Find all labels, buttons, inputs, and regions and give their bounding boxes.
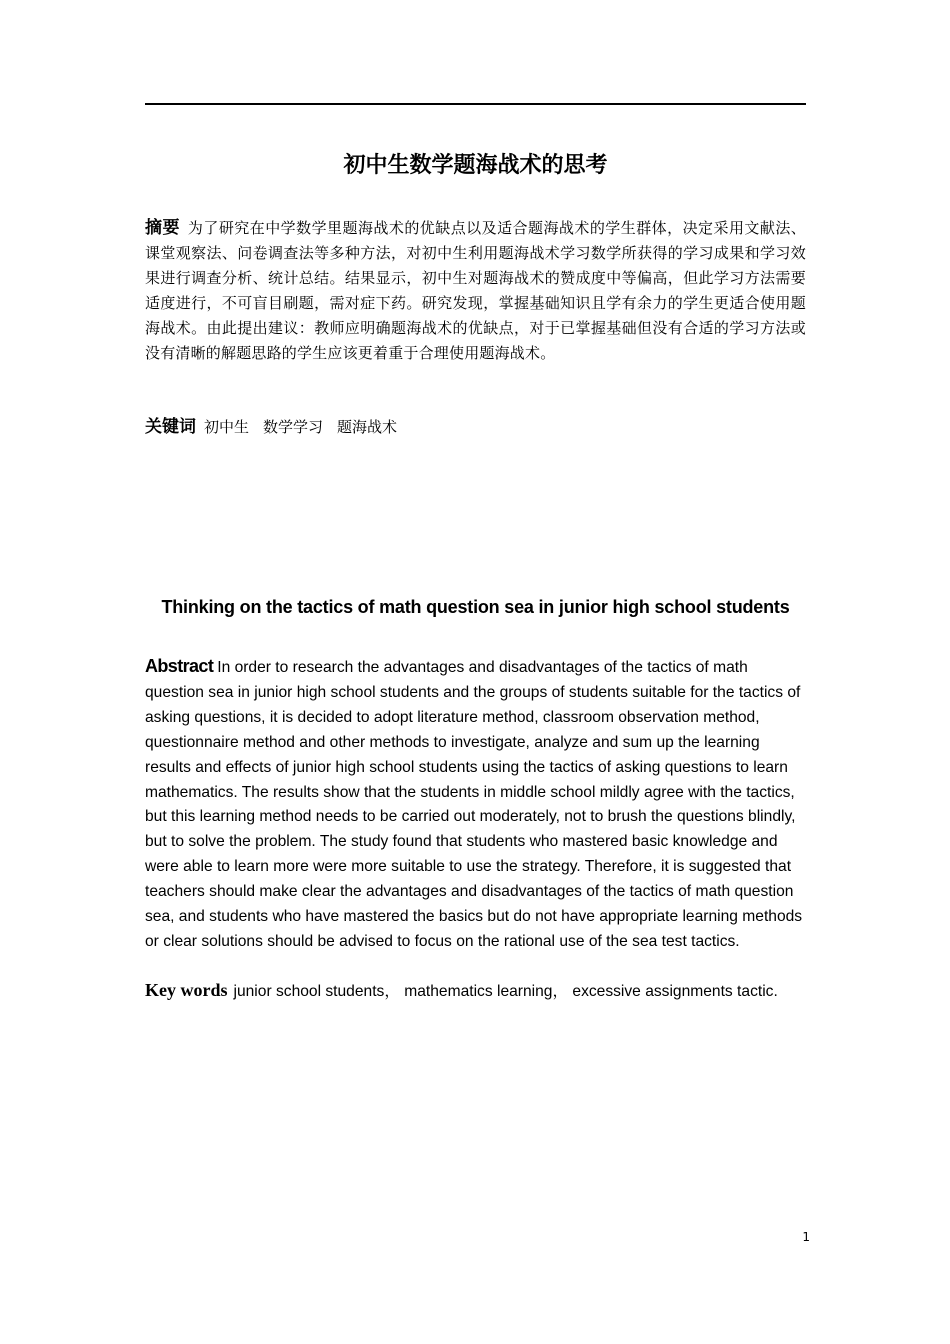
english-keywords-text: junior school students， mathematics learning， excessive assignments tactic. bbox=[233, 983, 778, 1000]
chinese-keywords bbox=[145, 414, 806, 440]
chinese-keyword: 题海战术 bbox=[337, 418, 398, 436]
english-abstract-text: In order to research the advantages and disadvantages of the tactics of math question sea in junior high school students and the groups of students suitable for the tactics of asking questions, it is decided to adopt literature method, classroom observation method, questionnaire method and other methods to investigate, analyze and sum up the learning results and effects of junior high school students using the tactics of asking questions to learn mathematics. The results show that the students in middle school mildly agree with the tactics, but this learning method needs to be carried out moderately, not to brush the questions blindly, but to solve the problem. The study found that students who mastered basic knowledge and were able to learn more were more suitable to use the strategy. Therefore, it is suggested that teachers should make clear the advantages and disadvantages of the tactics of math question sea, and students who have mastered the basics but do not have appropriate learning methods or clear solutions should be advised to focus on the rational use of the sea test tactics. bbox=[145, 659, 803, 950]
chinese-keywords-label: 关键词 bbox=[145, 417, 196, 437]
english-title: Thinking on the tactics of math question sea in junior high school students bbox=[161, 597, 790, 617]
chinese-title: 初中生数学题海战术的思考 bbox=[343, 153, 608, 178]
chinese-abstract-text: 为了研究在中学数学里题海战术的优缺点以及适合题海战术的学生群体，决定采用文献法、课堂观察法、问卷调查法等多种方法，对初中生利用题海战术学习数学所获得的学习成果和学习效果进行调查分析、统计总结。结果显示，初中生对题海战术的赞成度中等偏高，但此学习方法需要适度进行，不可盲目刷题，需对症下药。研究发现，掌握基础知识且学有余力的学生更适合使用题海战术。由此提出建议：教师应明确题海战术的优缺点，对于已掌握基础但没有合适的学习方法或没有清晰的解题思路的学生应该更着重于合理使用题海战术。 bbox=[145, 219, 806, 362]
page-number: 1 bbox=[802, 1230, 810, 1244]
english-abstract-label: Abstract bbox=[145, 656, 214, 676]
english-keywords bbox=[145, 978, 806, 1004]
chinese-keyword: 初中生 bbox=[204, 418, 250, 436]
header-rule bbox=[145, 103, 806, 105]
english-abstract bbox=[145, 654, 807, 955]
chinese-keyword: 数学学习 bbox=[263, 418, 324, 436]
chinese-abstract-label: 摘要 bbox=[145, 218, 180, 238]
chinese-abstract bbox=[145, 216, 806, 366]
english-keywords-label: Key words bbox=[145, 980, 228, 1000]
